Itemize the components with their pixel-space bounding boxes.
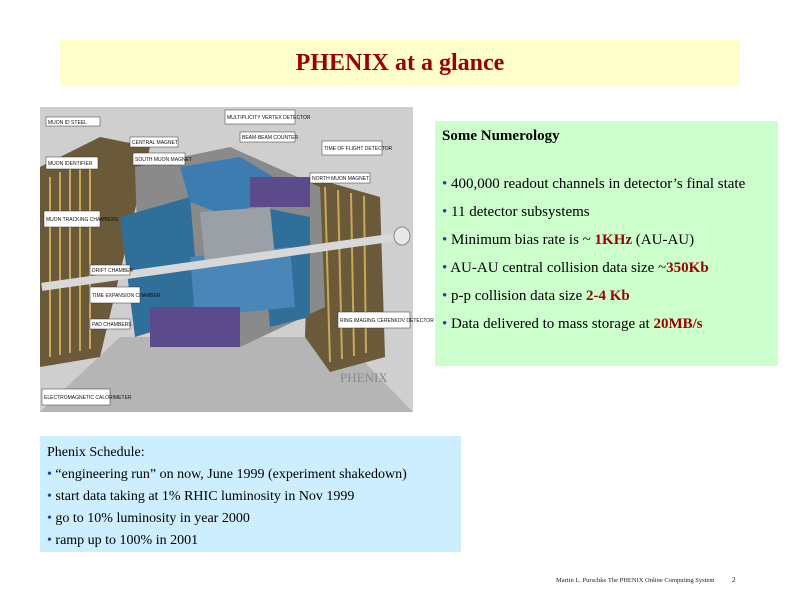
label-muon-identifier: MUON IDENTIFIER: [48, 161, 93, 167]
label-north-muon-magnet: NORTH MUON MAGNET: [312, 176, 370, 182]
detector-drawing: [40, 107, 434, 412]
schedule-heading: Phenix Schedule:: [47, 445, 145, 460]
label-rich: RING IMAGING CERENKOV DETECTOR: [340, 318, 434, 324]
schedule-item: [47, 486, 453, 508]
numerology-item: [442, 315, 770, 334]
bullet: •: [47, 533, 52, 548]
numerology-text: (AU-AU): [632, 232, 695, 248]
footer-text: Martin L. Purschke The PHENIX Online Computing System: [556, 577, 715, 584]
numerology-item: [442, 231, 770, 250]
numerology-text: p-p collision data size: [451, 288, 586, 304]
numerology-highlight: 2-4 Kb: [585, 288, 630, 304]
numerology-item: [442, 203, 770, 222]
slide-title: PHENIX at a glance: [295, 49, 505, 76]
page-number: 2: [732, 576, 736, 584]
bullet: •: [442, 204, 448, 220]
schedule-box: [40, 436, 461, 552]
bullet: •: [442, 232, 448, 248]
schedule-item: [47, 508, 453, 530]
schedule-text: go to 10% luminosity in year 2000: [55, 511, 250, 526]
label-central-magnet: CENTRAL MAGNET: [132, 140, 178, 146]
numerology-highlight: 20MB/s: [653, 316, 703, 332]
numerology-text: 400,000 readout channels in detector’s final state: [451, 176, 746, 192]
schedule-text: start data taking at 1% RHIC luminosity in Nov 1999: [55, 489, 355, 504]
bullet: •: [47, 489, 52, 504]
numerology-text: Data delivered to mass storage at: [451, 316, 654, 332]
label-muon-id-steel: MUON ID STEEL: [48, 120, 87, 126]
bullet: •: [442, 176, 448, 192]
label-muon-tracking: MUON TRACKING CHAMBERS: [46, 217, 119, 223]
phenix-watermark: PHENIX: [340, 370, 388, 385]
label-pad-chambers: PAD CHAMBERS: [92, 322, 132, 328]
numerology-heading: Some Numerology: [442, 128, 560, 144]
label-time-expansion: TIME EXPANSION CHAMBER: [92, 293, 161, 299]
label-em-calorimeter: ELECTROMAGNETIC CALORIMETER: [44, 395, 132, 401]
numerology-text: 11 detector subsystems: [451, 204, 590, 220]
bullet: •: [47, 467, 52, 482]
numerology-box: [435, 121, 778, 366]
label-beam-beam-counter: BEAM-BEAM COUNTER: [242, 135, 299, 141]
label-south-muon-magnet: SOUTH MUON MAGNET: [135, 157, 192, 163]
label-drift-chamber: DRIFT CHAMBER: [92, 268, 134, 274]
schedule-text: “engineering run” on now, June 1999 (experiment shakedown): [55, 467, 407, 482]
bullet: •: [442, 260, 448, 276]
schedule-text: ramp up to 100% in 2001: [55, 533, 199, 548]
label-tof: TIME OF FLIGHT DETECTOR: [324, 146, 393, 152]
bullet: •: [442, 288, 448, 304]
numerology-item: [442, 259, 770, 278]
numerology-text: AU-AU central collision data size ~: [450, 260, 667, 276]
phenix-detector-figure: [40, 107, 434, 412]
numerology-highlight: 350Kb: [666, 260, 709, 276]
bullet: •: [442, 316, 448, 332]
schedule-item: [47, 464, 453, 486]
numerology-highlight: 1KHz: [594, 232, 633, 248]
numerology-item: [442, 175, 770, 194]
label-mvd: MULTIPLICITY VERTEX DETECTOR: [227, 115, 311, 121]
numerology-item: [442, 287, 770, 306]
title-bar: [60, 40, 740, 86]
numerology-text: Minimum bias rate is ~: [451, 232, 595, 248]
schedule-item: [47, 530, 453, 552]
bullet: •: [47, 511, 52, 526]
